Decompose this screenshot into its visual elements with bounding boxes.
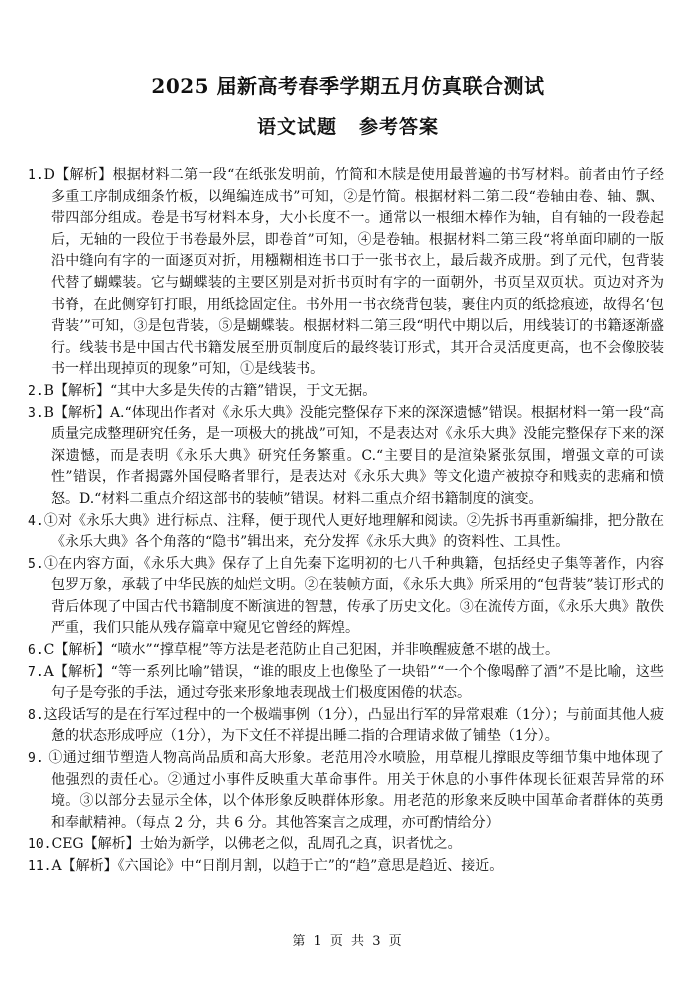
doc-type-label: 参考答案 — [359, 116, 440, 138]
answer-item-3 — [28, 403, 664, 511]
answer-item-1 — [28, 165, 664, 381]
subject-label: 语文试题 — [256, 116, 337, 138]
answer-number: 4. — [28, 513, 44, 529]
answer-text: A【解析】“等一系列比喻”错误，“谁的眼皮上也像坠了一块铅”“一个个像喝醉了酒”不是比喻，这些句子是夸张的手法，通过夸张来形象地表现战士们极度困倦的状态。 — [43, 663, 664, 702]
answer-number: 2. — [28, 383, 44, 399]
answer-list — [28, 165, 664, 878]
answer-item-6 — [28, 640, 664, 662]
answer-item-4 — [28, 511, 664, 554]
answer-item-9 — [28, 748, 664, 834]
answer-text: CEG【解析】士始为新学，以佛老之似，乱周孔之真，识者忧之。 — [51, 836, 462, 853]
answer-text: B【解析】“其中大多是失传的古籍”错误，于文无据。 — [43, 382, 377, 399]
answer-number: 3. — [28, 405, 44, 421]
document-title: 2025 届新高考春季学期五月仿真联合测试 — [151, 74, 545, 98]
answer-number: 11. — [28, 859, 52, 874]
answer-text: ①在内容方面，《永乐大典》保存了上自先秦下迄明初的七八千种典籍，包括经史子集等著作，内容包罗万象，承载了中华民族的灿烂文明。②在装帧方面，《永乐大典》所采用的“包背装”装订形式的背后体现了中国古代书籍制度不断演进的智慧，传承了历史文化。③在流传方面，《永乐大典》散佚严重，我们只能从残存篇章中窥见它曾经的辉煌。 — [43, 555, 664, 637]
answer-text: 这段话写的是在行军过程中的一个极端事例（1分），凸显出行军的异常艰难（1分）；与前面其他人疲惫的状态形成呼应（1分），为下文任不祥提出睡二指的合理请求做了铺垫（1分）。 — [43, 706, 664, 745]
page-footer: 第 1 页 共 3 页 — [292, 934, 404, 949]
answer-number: 7. — [28, 664, 44, 680]
answer-number: 9. — [28, 751, 44, 767]
answer-text: ①对《永乐大典》进行标点、注释，便于现代人更好地理解和阅读。②先拆书再重新编排，把分散在《永乐大典》各个角落的“隐书”辑出来，充分发挥《永乐大典》的资料性、工具性。 — [43, 512, 664, 551]
answer-text: C【解析】“喷水”“撑草棍”等方法是老范防止自己犯困，并非唤醒疲惫不堪的战士。 — [43, 642, 559, 659]
document-subtitle — [0, 112, 696, 139]
answer-number: 10. — [28, 837, 52, 853]
answer-item-10 — [28, 834, 664, 856]
answer-text: ①通过细节塑造人物高尚品质和高大形象。老范用冷水喷脸，用草棍儿撑眼皮等细节集中地体现了他强烈的责任心。②通过小事件反映重大革命事件。用关于休息的小事件体现长征艰苦异常的环境。③以部分去显示全体，以个体形象反映群体形象。用老范的形象来反映中国革命者群体的英勇和奉献精神。（每点 2 分，共 6 分。其他答案言之成理，亦可酌情给分） — [43, 750, 664, 831]
answer-number: 6. — [28, 643, 44, 659]
answer-text: B【解析】A.“体现出作者对《永乐大典》没能完整保存下来的深深遗憾”错误。根据材料一第一段“高质量完成整理研究任务，是一项极大的挑战”可知，不是表达对《永乐大典》没能完整保存下来的深深遗憾，而是表明《永乐大典》研究任务繁重。C.“主要目的是渲染紧张氛围，增强文章的可读性”错误，作者揭露外国侵略者罪行，是表达对《永乐大典》等文化遗产被掠夺和贱卖的悲痛和愤怒。D.“材料二重点介绍这部书的装帧”错误。材料二重点介绍书籍制度的演变。 — [43, 404, 664, 507]
answer-number: 1. — [28, 168, 44, 183]
answer-text: D【解析】根据材料二第一段“在纸张发明前，竹简和木牍是使用最普遍的书写材料。前者由竹子经多重工序制成细条竹板，以绳编连成书”可知，②是竹简。根据材料二第二段“卷轴由卷、轴、飘、带四部分组成。卷是书写材料本身，大小长度不一。通常以一根细木棒作为轴，自有轴的一段卷起后，无轴的一段位于书卷最外层，即卷首”可知，④是卷轴。根据材料二第三段“将单面印刷的一版沿中缝向有字的一面逐页对折，用糨糊相连书口于一张书衣上，最后裁齐成册。到了元代，包背装代替了蝴蝶装。它与蝴蝶装的主要区别是对折书页时有字的一面朝外，书页呈双页状。页边对齐为书脊，在此侧穿钉打眼，用纸捻固定住。书外用一书衣绕背包装，裹住内页的纸捻痕迹，故得名‘包背装’”可知，③是包背装，⑤是蝴蝶装。根据材料二第三段“明代中期以后，用线装订的书籍逐渐盛行。线装书是中国古代书籍发展至册页制度后的最终装订形式，其开合灵活度更高，也不会像胶装书一样出现掉页的现象”可知，①是线装书。 — [43, 167, 664, 378]
answer-text: A【解析】《六国论》中“日削月割，以趋于亡”的“趋”意思是趋近、接近。 — [51, 858, 504, 874]
answer-item-5 — [28, 554, 664, 640]
answer-item-11 — [28, 856, 664, 878]
answer-number: 5. — [28, 556, 44, 572]
answer-item-8 — [28, 705, 664, 748]
answer-item-7 — [28, 662, 664, 705]
answer-number: 8. — [28, 707, 44, 723]
answer-item-2 — [28, 381, 664, 403]
